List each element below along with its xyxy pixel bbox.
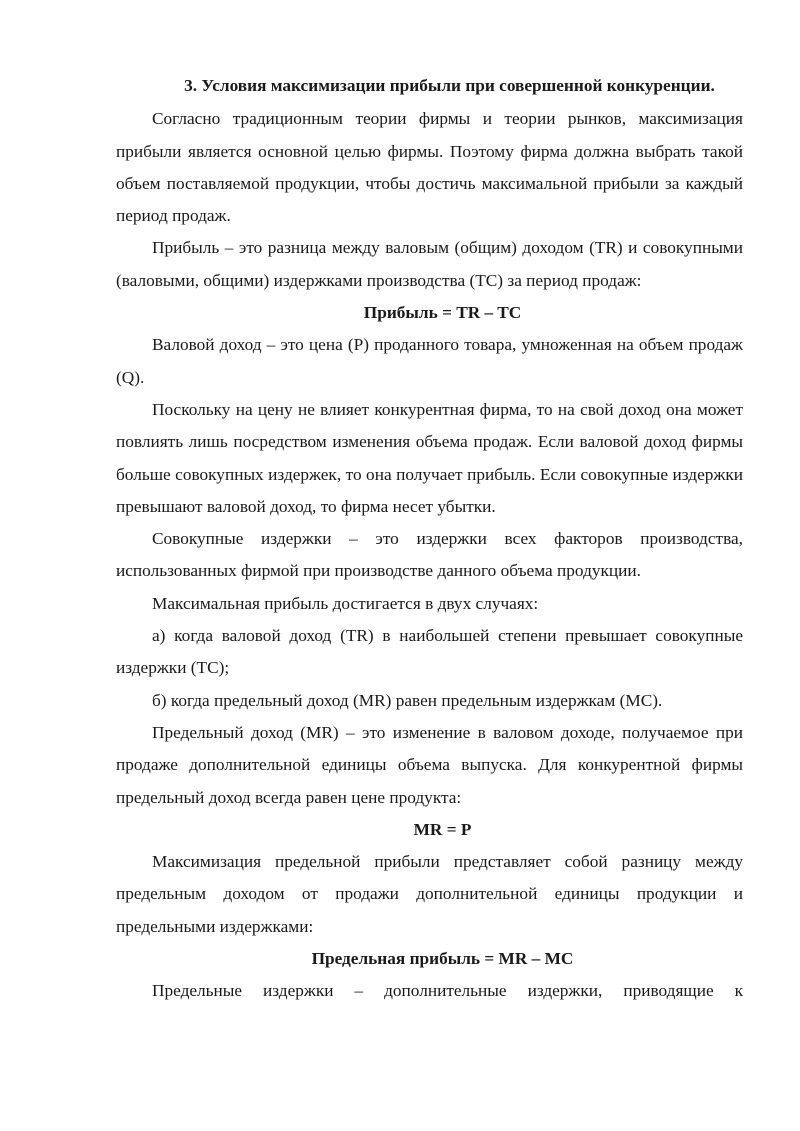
paragraph-total-revenue: Валовой доход – это цена (Р) проданного товара, умноженная на объем продаж (Q). — [116, 335, 743, 387]
paragraph-profit-definition: Прибыль – это разница между валовым (общим) доходом (TR) и совокупными (валовыми, общими) издержками производства (TC) за период продаж: — [116, 238, 743, 290]
section-heading: 3. Условия максимизации прибыли при совершенной конкуренции. — [184, 76, 715, 95]
paragraph-marginal-profit: Максимизация предельной прибыли представляет собой разницу между предельным доходом от продажи дополнительной единицы продукции и предельными издержками: — [116, 852, 743, 936]
paragraph-profit-goal: Согласно традиционным теории фирмы и теории рынков, максимизация прибыли является основной целью фирмы. Поэтому фирма должна выбрать такой объем поставляемой продукции, чтобы достичь максимальной прибыли за каждый период продаж. — [116, 109, 743, 226]
paragraph-marginal-costs: Предельные издержки – дополнительные издержки, приводящие к — [152, 981, 743, 1001]
paragraph-max-profit-cases: Максимальная прибыль достигается в двух случаях: — [152, 593, 539, 613]
formula-marginal-profit: Предельная прибыль = MR – MC — [311, 949, 574, 969]
list-item-case-a: а) когда валовой доход (TR) в наибольшей степени превышает совокупные издержки (TC); — [116, 626, 743, 678]
paragraph-price-influence: Поскольку на цену не влияет конкурентная фирма, то на свой доход она может повлиять лишь посредством изменения объема продаж. Если валовой доход фирмы больше совокупных издержек, то она получает прибыль. Если совокупные издержки превышают валовой доход, то фирма несет убытки. — [116, 399, 743, 516]
formula-mr: MR = Р — [413, 819, 472, 839]
formula-profit: Прибыль = TR – TC — [363, 303, 522, 323]
paragraph-total-costs: Совокупные издержки – это издержки всех факторов производства, использованных фирмой при производстве данного объема продукции. — [116, 529, 743, 581]
paragraph-marginal-revenue: Предельный доход (MR) – это изменение в валовом доходе, получаемое при продаже дополнительной единицы объема выпуска. Для конкурентной фирмы предельный доход всегда равен цене продукта: — [116, 722, 743, 807]
list-item-case-b: б) когда предельный доход (MR) равен предельным издержкам (MC). — [152, 690, 663, 710]
